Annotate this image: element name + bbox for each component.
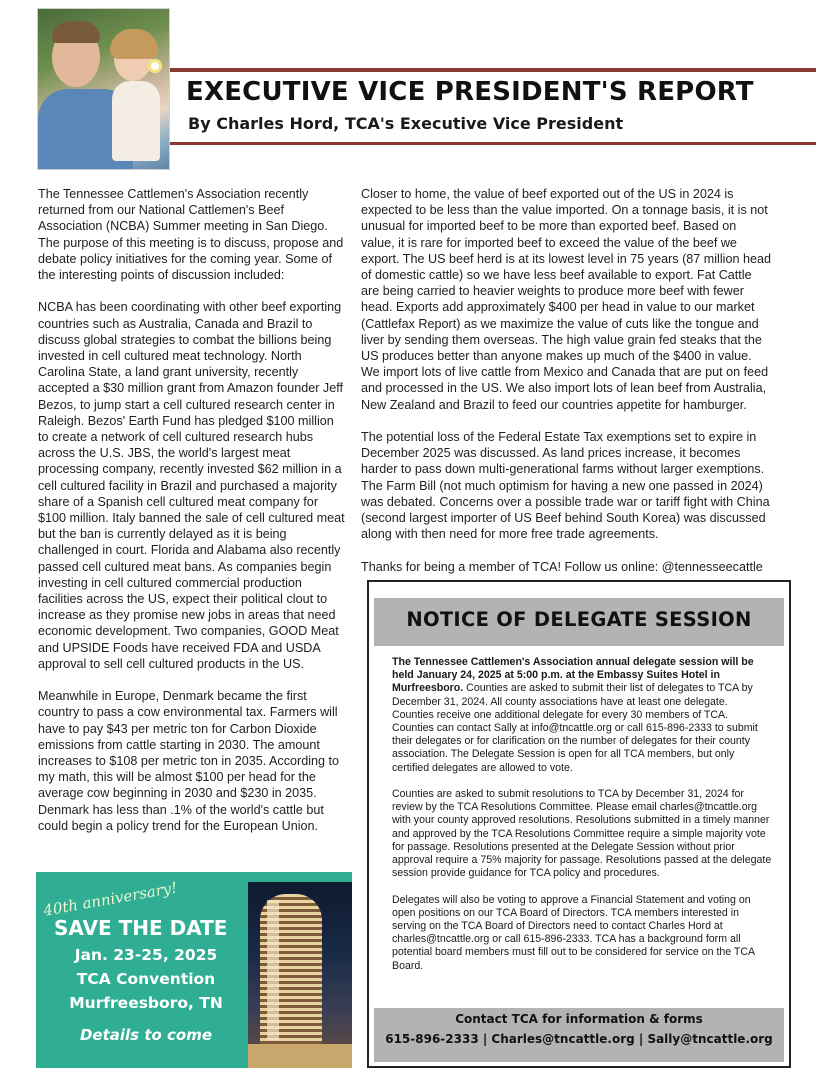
paragraph: Closer to home, the value of beef exported out of the US in 2024 is expected to be less than the value imported. On a tonnage basis, it is not unusual for imported beef to be more than exported beef. Based on value, it is rare for imported beef to exceed the value of the beef we export. The US beef herd is at its lowest level in 75 years (87 million head of domestic cattle) so we have less beef available to export. Fat Cattle are being carried to heavier weights to produce more beef with fewer head. Exports add approximately $400 per head in value to our market (Cattlefax Report) as we maximize the value of cuts like the tongue and liver by sending them overseas. The high value grain fed steaks that the US produces better than anyone makes up much of the $400 in value. We import lots of live cattle from Mexico and Canada that are put on feed and processed in the US. We also import lots of lean beef from Australia, New Zealand and Brazil to feed our countries appetite for hamburger. [361,187,771,412]
notice-footer [374,1008,784,1062]
notice-paragraph: Counties are asked to submit resolutions to TCA by December 31, 2024 for review by the TCA Resolutions Committee. Please email charles@tncattle.org with your county approved resolutions. Resolutions submitted in a timely manner and approved by the TCA Resolutions Committee require a simple majority vote for passage. Resolutions presented at the Delegate Session without prior approval require a 75% majority for passage. Resolutions passed at the delegate session provide guidance for TCA policy and procedures. [392,788,772,880]
details-label: Details to come [79,1026,213,1044]
photo-girl-dress [112,81,160,161]
event-name: TCA Convention [76,970,216,988]
event-dates: Jan. 23-25, 2025 [74,946,218,964]
paragraph: Meanwhile in Europe, Denmark became the first country to pass a cow environmental tax. Farmers will have to pay $43 per metric ton for Carbon Dioxide emissions from cattle starting in 2030. The amount increases to $108 per metric ton in 2035. According to my math, this will be almost $100 per head for the average cow beginning in 2030 and $230 in 2035. Denmark has less than .1% of the world's cattle but could begin a policy trend for the European Union. [38,689,340,833]
author-photo [37,8,170,170]
photo-man-hair [52,21,100,43]
page-title: EXECUTIVE VICE PRESIDENT'S REPORT [186,77,754,107]
notice-paragraph: Delegates will also be voting to approve a Financial Statement and voting on open positions on our TCA Board of Directors. TCA members interested in serving on the TCA Board of Directors need to contact Charles Hord at charles@tncattle.org or call 615-896-2333. TCA has a background form all potential board members must fill out to be considered for service on the TCA Board. [392,893,755,972]
contact-heading: Contact TCA for information & forms [455,1012,703,1026]
flower-icon [148,59,162,73]
byline: By Charles Hord, TCA's Executive Vice President [188,114,624,133]
notice-title: NOTICE OF DELEGATE SESSION [406,608,752,631]
anniversary-label: 40th anniversary! [42,878,179,920]
header-rule-top [170,68,816,72]
save-the-date-title: SAVE THE DATE [54,916,228,940]
photo-girl-hair [110,29,158,59]
paragraph: Thanks for being a member of TCA! Follow us online: @tennesseecattle [361,559,763,574]
contact-details: 615-896-2333 | Charles@tncattle.org | Sally@tncattle.org [385,1032,773,1046]
notice-body [392,656,772,986]
hotel-base [248,1044,352,1068]
notice-emphasis: The Tennessee Cattlemen's Association annual delegate session will be held January 24, 2025 at 5:00 p.m. at the Embassy Suites Hotel in Murfreesboro. [392,656,754,695]
left-column [38,186,346,850]
notice-banner [374,598,784,646]
notice-box [367,580,791,1068]
hotel-tower-glow [267,900,279,1040]
paragraph: The potential loss of the Federal Estate Tax exemptions set to expire in December 2025 was discussed. As land prices increase, it becomes harder to pass down multi-generational farms without larger exemptions. The Farm Bill (not much optimism for having a new one passed in 2024) was debated. Concerns over a possible trade war or tariff fight with China (second largest importer of US Beef behind South Korea) was discussed along with then need for more free trade agreements. [361,430,770,542]
save-the-date-box [36,872,352,1068]
notice-text: Counties are asked to submit their list of delegates to TCA by December 31, 2024. All county associations have at least one delegate. Counties receive one additional delegate for every 30 members of TCA. Counties can contact Sally at info@tncattle.org or call 615-896-2333 to submit their delegates or for clarification on the number of delegates for their county association. The Delegate Session is open for all TCA members, but only certified delegates are allowed to vote. [392,682,758,774]
notice-paragraph [392,656,772,775]
header-rule-bottom [170,142,816,145]
paragraph: NCBA has been coordinating with other beef exporting countries such as Australia, Canada and Brazil to discuss global strategies to combat the billions being invested in cell cultured meat technology. North Carolina State, a land grant university, recently accepted a $30 million grant from Amazon founder Jeff Bezos, to jump start a cell cultured research center in Raleigh. Bezos' Earth Fund has pledged $100 million to create a network of cell cultured research hubs across the U.S. JBS, the world's largest meat processing company, recently invested $62 million in a cell cultured facility in Brazil and purchased a majority share of a Spanish cell cultured meat company for $100 million. Italy banned the sale of cell cultured meat but the ban is currently delayed as it is being challenged in court. Florida and Alabama also recently passed cell cultured meat bans. As companies begin investing in cell cultured commercial production facilities across the US, expect their political clout to increase as they promise new jobs in areas that need economic development. Two companies, GOOD Meat and UPSIDE Foods have received FDA and USDA approval to sell cell cultured products in the US. [38,300,345,671]
right-column [361,186,771,591]
paragraph: The Tennessee Cattlemen's Association recently returned from our National Cattlemen's Beef Association (NCBA) Summer meeting in San Diego. The purpose of this meeting is to discuss, propose and debate policy initiatives for the coming year. Some of the interesting points of discussion included: [38,187,344,283]
event-location: Murfreesboro, TN [69,994,223,1012]
